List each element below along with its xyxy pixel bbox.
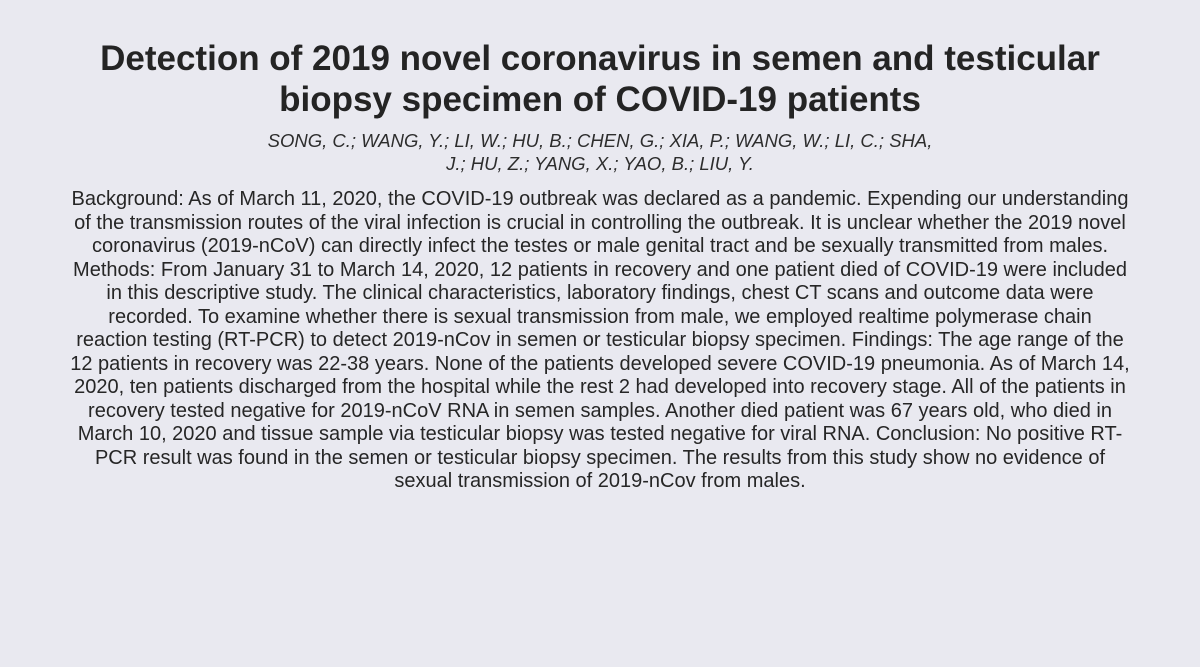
paper-abstract: Background: As of March 11, 2020, the COVID-19 outbreak was declared as a pandemic. Expending our understanding of the transmission routes of the viral infection is crucial in controlling the outbreak. It is unclear whether the 2019 novel coronavirus (2019-nCoV) can directly infect the testes or male genital tract and be sexually transmitted from males. Methods: From January 31 to March 14, 2020, 12 patients in recovery and one patient died of COVID-19 were included in this descriptive study. The clinical characteristics, laboratory findings, chest CT scans and outcome data were recorded. To examine whether there is sexual transmission from male, we employed realtime polymerase chain reaction testing (RT-PCR) to detect 2019-nCov in semen or testicular biopsy specimen. Findings: The age range of the 12 patients in recovery was 22-38 years. None of the patients developed severe COVID-19 pneumonia. As of March 14, 2020, ten patients discharged from the hospital while the rest 2 had developed into recovery stage. All of the patients in recovery tested negative for 2019-nCoV RNA in semen samples. Another died patient was 67 years old, who died in March 10, 2020 and tissue sample via testicular biopsy was tested negative for viral RNA. Conclusion: No positive RT-PCR result was found in the semen or testicular biopsy specimen. The results from this study show no evidence of sexual transmission of 2019-nCov from males. bbox=[70, 188, 1130, 492]
paper-authors: SONG, C.; WANG, Y.; LI, W.; HU, B.; CHEN, G.; XIA, P.; WANG, W.; LI, C.; SHA, J.; HU, Z.; YANG, X.; YAO, B.; LIU, Y. bbox=[267, 130, 933, 174]
paper-title: Detection of 2019 novel coronavirus in semen and testicular biopsy specimen of COVID-19 patients bbox=[100, 39, 1100, 119]
